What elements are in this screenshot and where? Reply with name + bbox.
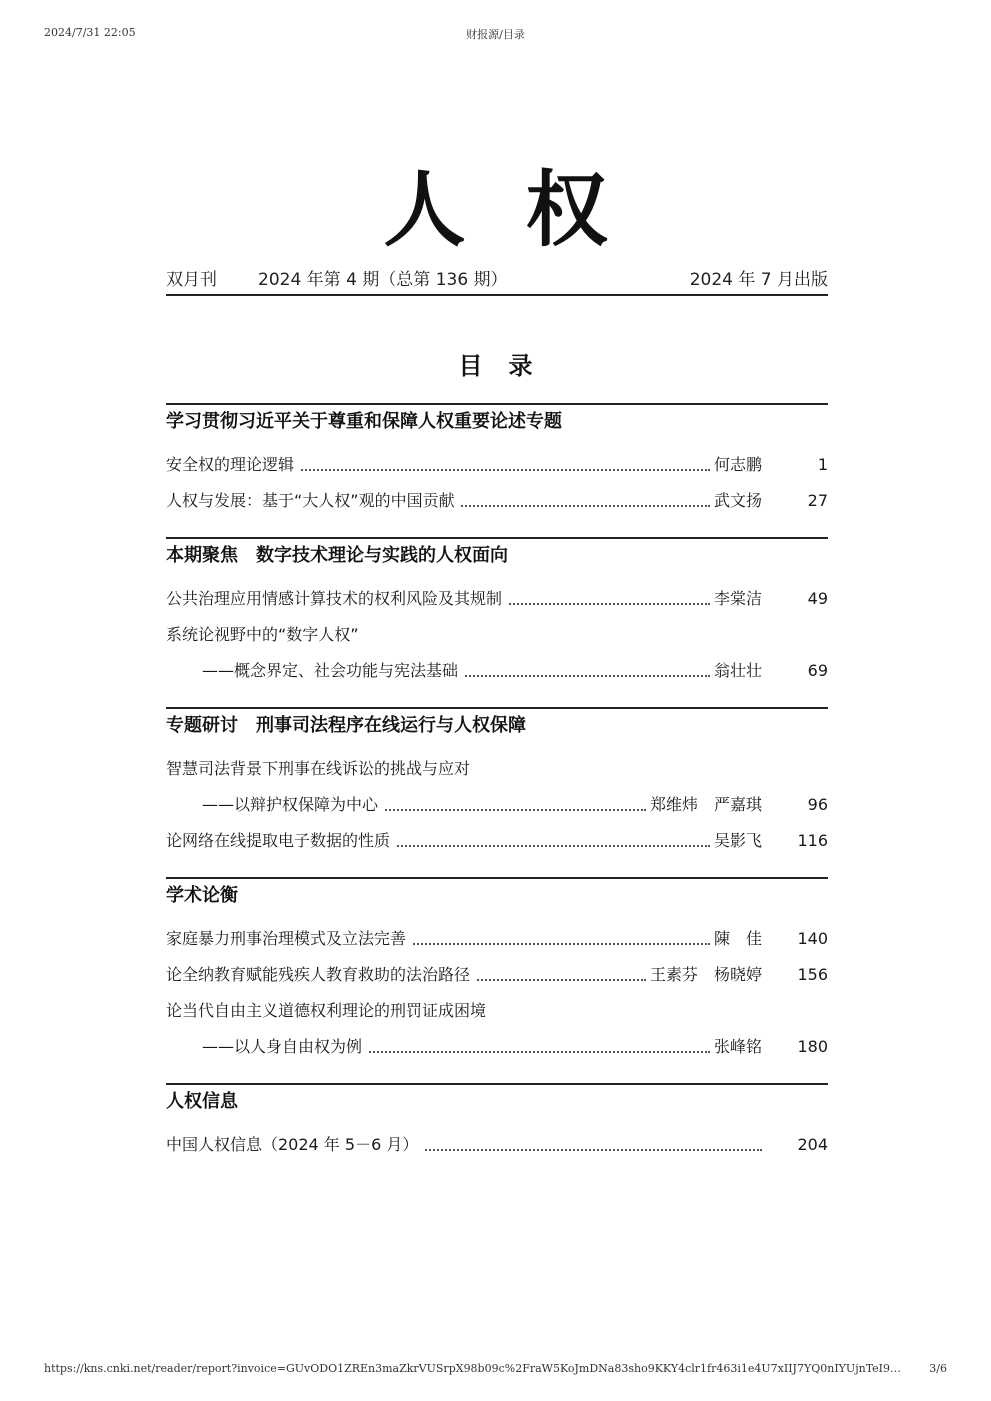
- print-datetime: 2024/7/31 22:05: [44, 26, 136, 39]
- toc-entry[interactable]: [166, 921, 828, 957]
- print-footer: [44, 1362, 947, 1378]
- frequency-label: 双月刊: [166, 270, 217, 290]
- publication-date: 2024 年 7 月出版: [689, 270, 828, 290]
- entry-page-number: 140: [797, 929, 828, 948]
- toc-entry[interactable]: [166, 787, 828, 823]
- issue-number: 2024 年第 4 期（总第 136 期）: [258, 270, 508, 290]
- section-title: 本期聚焦 数字技术理论与实践的人权面向: [166, 545, 508, 566]
- entry-page-number: 96: [807, 795, 828, 814]
- section-title: 学习贯彻习近平关于尊重和保障人权重要论述专题: [166, 411, 562, 432]
- entry-title: 系统论视野中的“数字人权”: [166, 617, 359, 653]
- masthead-rule: [166, 294, 828, 296]
- issue-line: [166, 262, 828, 290]
- entry-title: 中国人权信息（2024 年 5－6 月）: [166, 1127, 424, 1163]
- print-page-title: 财报源/目录: [466, 28, 525, 41]
- section-rule: [166, 707, 828, 709]
- entry-title: 论全纳教育赋能残疾人教育救助的法治路径: [166, 957, 476, 993]
- toc-section: [166, 537, 828, 689]
- entry-authors: 郑维炜 严嘉琪: [646, 787, 766, 823]
- toc-entry[interactable]: [166, 751, 828, 787]
- toc-entry[interactable]: [166, 993, 828, 1029]
- section-title: 专题研讨 刑事司法程序在线运行与人权保障: [166, 715, 526, 736]
- section-rule: [166, 403, 828, 405]
- toc-entry[interactable]: [166, 447, 828, 483]
- entry-authors: 翁壮壮: [710, 653, 766, 689]
- toc-section: [166, 707, 828, 859]
- toc-entry[interactable]: [166, 653, 828, 689]
- toc-section: [166, 1083, 828, 1163]
- print-page-count: 3/6: [929, 1362, 947, 1375]
- entry-page-number: 49: [807, 589, 828, 608]
- entry-title: 论当代自由主义道德权利理论的刑罚证成困境: [166, 993, 486, 1029]
- toc-heading: 目录: [458, 352, 559, 380]
- section-title: 学术论衡: [166, 885, 238, 906]
- entry-page-number: 180: [797, 1037, 828, 1056]
- entry-page-number: 204: [797, 1135, 828, 1154]
- toc-section: [166, 877, 828, 1065]
- toc-section: [166, 403, 828, 519]
- toc-entry[interactable]: [166, 617, 828, 653]
- print-header: [44, 26, 947, 42]
- toc-entry[interactable]: [166, 483, 828, 519]
- table-of-contents: [166, 403, 828, 1163]
- section-rule: [166, 1083, 828, 1085]
- toc-entry[interactable]: [166, 581, 828, 617]
- entry-authors: 武文扬: [710, 483, 766, 519]
- entry-page-number: 69: [807, 661, 828, 680]
- entry-page-number: 27: [807, 491, 828, 510]
- entry-page-number: 1: [817, 455, 828, 474]
- entry-authors: 陳 佳: [710, 921, 766, 957]
- print-url: https://kns.cnki.net/reader/report?invoice=GUvODO1ZREn3maZkrVUSrpX98b09c%2FraW5KoJmDNa83sho9KKY4clr1fr463i1e4U7xIIJ7YQ0nIYUjnTeI9…: [44, 1362, 902, 1375]
- entry-title: 人权与发展：基于“大人权”观的中国贡献: [166, 483, 461, 519]
- entry-authors: 王素芬 杨晓婷: [646, 957, 766, 993]
- entry-page-number: 116: [797, 831, 828, 850]
- toc-entry[interactable]: [166, 1127, 828, 1163]
- entry-title: ——概念界定、社会功能与宪法基础: [202, 653, 464, 689]
- journal-title: 人权: [383, 162, 668, 258]
- entry-title: 家庭暴力刑事治理模式及立法完善: [166, 921, 412, 957]
- entry-authors: 何志鹏: [710, 447, 766, 483]
- entry-authors: 张峰铭: [710, 1029, 766, 1065]
- toc-entry[interactable]: [166, 1029, 828, 1065]
- entry-authors: 吴影飞: [710, 823, 766, 859]
- toc-entry[interactable]: [166, 823, 828, 859]
- section-rule: [166, 877, 828, 879]
- entry-title: ——以人身自由权为例: [202, 1029, 368, 1065]
- section-rule: [166, 537, 828, 539]
- toc-entry[interactable]: [166, 957, 828, 993]
- entry-title: 公共治理应用情感计算技术的权利风险及其规制: [166, 581, 508, 617]
- masthead: [0, 160, 991, 260]
- section-title: 人权信息: [166, 1091, 238, 1112]
- entry-authors: 李棠洁: [710, 581, 766, 617]
- entry-title: ——以辩护权保障为中心: [202, 787, 384, 823]
- entry-title: 论网络在线提取电子数据的性质: [166, 823, 396, 859]
- entry-page-number: 156: [797, 965, 828, 984]
- entry-title: 智慧司法背景下刑事在线诉讼的挑战与应对: [166, 751, 470, 787]
- entry-title: 安全权的理论逻辑: [166, 447, 300, 483]
